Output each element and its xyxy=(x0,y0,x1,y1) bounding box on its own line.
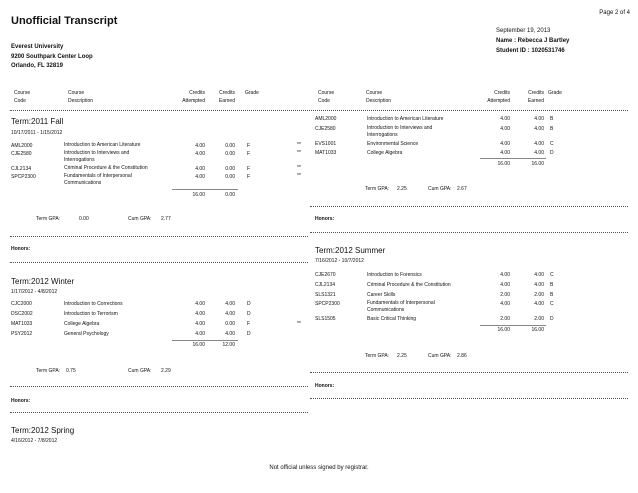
honors-label: Honors: xyxy=(315,383,335,389)
col-attempted-1: Credits xyxy=(494,90,510,96)
credits-earned: 4.00 xyxy=(534,126,544,132)
repeat-flag: ** xyxy=(297,165,301,171)
course-code: CJC2000 xyxy=(11,301,32,307)
col-grade: Grade xyxy=(245,90,259,96)
credits-earned: 0.00 xyxy=(225,143,235,149)
total-earned: 16.00 xyxy=(531,161,544,167)
cum-gpa-value: 2.86 xyxy=(457,353,467,359)
section-divider xyxy=(310,232,628,233)
term-title: Term:2012 Spring xyxy=(11,426,75,435)
credits-attempted: 4.00 xyxy=(500,272,510,278)
totals-rule xyxy=(172,189,238,190)
term-gpa-value: 2.25 xyxy=(397,353,407,359)
section-divider xyxy=(10,386,308,387)
credits-attempted: 4.00 xyxy=(195,311,205,317)
credits-attempted: 4.00 xyxy=(500,282,510,288)
section-divider xyxy=(10,412,308,413)
grade: B xyxy=(550,292,554,298)
term-gpa-value: 0.00 xyxy=(79,216,89,222)
credits-earned: 0.00 xyxy=(225,166,235,172)
credits-attempted: 4.00 xyxy=(500,126,510,132)
term-gpa-label: Term GPA: xyxy=(365,186,390,192)
grade: D xyxy=(550,316,554,322)
col-course-desc-1: Course xyxy=(68,90,85,96)
section-divider xyxy=(310,372,628,373)
course-description: Introduction to Interviews and Interrogations xyxy=(367,125,433,138)
header-divider xyxy=(10,110,628,111)
total-earned: 0.00 xyxy=(225,192,235,198)
col-course-code-2: Code xyxy=(14,98,26,104)
course-code: CJE2580 xyxy=(11,151,32,157)
grade: D xyxy=(550,150,554,156)
credits-earned: 4.00 xyxy=(534,301,544,307)
total-earned: 16.00 xyxy=(531,327,544,333)
grade: B xyxy=(550,282,554,288)
student-id: Student ID : 1020531746 xyxy=(496,48,565,54)
col-earned-2: Earned xyxy=(527,98,544,104)
course-description: Introduction to American Literature xyxy=(367,116,444,122)
course-description: Basic Critical Thinking xyxy=(367,316,417,322)
course-description: General Psychology xyxy=(64,331,109,337)
course-code: MAT1033 xyxy=(315,150,337,156)
credits-earned: 4.00 xyxy=(225,311,235,317)
school-name: Everest University xyxy=(11,44,64,50)
credits-attempted: 4.00 xyxy=(195,166,205,172)
course-code: SLS1505 xyxy=(315,316,336,322)
course-code: MAT1033 xyxy=(11,321,33,327)
total-attempted: 16.00 xyxy=(192,192,205,198)
col-course-desc-2: Description xyxy=(366,98,392,104)
term-gpa-value: 2.25 xyxy=(397,186,407,192)
student-name: Name : Rebecca J Bartley xyxy=(496,38,570,44)
col-earned-1: Credits xyxy=(219,90,235,96)
repeat-flag: ** xyxy=(297,150,301,156)
totals-rule xyxy=(480,325,546,326)
section-divider xyxy=(310,398,628,399)
course-description: Introduction to Terrorism xyxy=(64,311,118,317)
course-code: SPCP2300 xyxy=(315,301,340,307)
credits-earned: 4.00 xyxy=(534,282,544,288)
grade: F xyxy=(247,151,251,157)
course-code: PSY2012 xyxy=(11,331,33,337)
grade: C xyxy=(550,141,554,147)
grade: C xyxy=(550,272,554,278)
credits-attempted: 4.00 xyxy=(500,116,510,122)
course-code: AML2000 xyxy=(11,143,33,149)
grade: F xyxy=(247,174,251,180)
course-description: Fundamentals of Interpersonal Communications xyxy=(367,300,435,313)
cum-gpa-label: Cum GPA: xyxy=(428,186,452,192)
course-description: Introduction to Interviews and Interrogations xyxy=(64,150,130,163)
col-attempted-2: Attempted xyxy=(487,98,510,104)
repeat-flag: ** xyxy=(297,142,301,148)
grade: F xyxy=(247,143,251,149)
course-description: Career Skills xyxy=(367,292,396,298)
school-address-line1: 9200 Southpark Center Loop xyxy=(11,54,93,60)
section-divider xyxy=(10,236,308,237)
course-code: DSC2002 xyxy=(11,311,33,317)
course-description: Criminal Procedure & the Constitution xyxy=(64,165,148,171)
col-course-desc-1: Course xyxy=(366,90,383,96)
col-course-code-1: Course xyxy=(14,90,31,96)
term-dates: 1/17/2012 - 4/8/2012 xyxy=(11,289,58,295)
course-description: College Algebra xyxy=(64,321,100,327)
course-code: CJL2134 xyxy=(315,282,336,288)
col-attempted-2: Attempted xyxy=(182,98,205,104)
total-attempted: 16.00 xyxy=(497,327,510,333)
credits-attempted: 4.00 xyxy=(500,150,510,156)
credits-attempted: 2.00 xyxy=(500,316,510,322)
grade: C xyxy=(550,301,554,307)
credits-attempted: 4.00 xyxy=(195,331,205,337)
term-gpa-label: Term GPA: xyxy=(365,353,390,359)
document-title: Unofficial Transcript xyxy=(11,15,118,27)
grade: F xyxy=(247,166,251,172)
course-description: College Algebra xyxy=(367,150,403,156)
page-number: Page 2 of 4 xyxy=(599,10,630,16)
course-code: CJE2670 xyxy=(315,272,336,278)
course-description: Introduction to Forensics xyxy=(367,272,422,278)
credits-earned: 4.00 xyxy=(534,141,544,147)
credits-earned: 4.00 xyxy=(225,301,235,307)
course-description: Environmental Science xyxy=(367,141,419,147)
cum-gpa-label: Cum GPA: xyxy=(128,368,152,374)
course-code: CJE2580 xyxy=(315,126,336,132)
credits-earned: 0.00 xyxy=(225,151,235,157)
total-attempted: 16.00 xyxy=(497,161,510,167)
term-dates: 4/16/2012 - 7/8/2012 xyxy=(11,438,58,444)
repeat-flag: ** xyxy=(297,173,301,179)
course-code: EVS1001 xyxy=(315,141,337,147)
cum-gpa-label: Cum GPA: xyxy=(428,353,452,359)
totals-rule xyxy=(480,158,546,159)
term-gpa-value: 0.75 xyxy=(66,368,76,374)
credits-earned: 4.00 xyxy=(534,116,544,122)
cum-gpa-value: 2.67 xyxy=(457,186,467,192)
honors-label: Honors: xyxy=(11,398,31,404)
term-dates: 10/17/2011 - 1/15/2012 xyxy=(11,130,63,136)
credits-attempted: 4.00 xyxy=(195,151,205,157)
credits-attempted: 4.00 xyxy=(195,301,205,307)
credits-earned: 0.00 xyxy=(225,321,235,327)
term-gpa-label: Term GPA: xyxy=(36,216,61,222)
grade: D xyxy=(247,301,251,307)
credits-earned: 4.00 xyxy=(534,150,544,156)
section-divider xyxy=(310,206,628,207)
credits-attempted: 4.00 xyxy=(500,301,510,307)
school-address-line2: Orlando, FL 32819 xyxy=(11,63,63,69)
credits-earned: 2.00 xyxy=(534,316,544,322)
honors-label: Honors: xyxy=(11,246,31,252)
grade: D xyxy=(247,331,251,337)
totals-rule xyxy=(172,340,238,341)
credits-attempted: 4.00 xyxy=(195,174,205,180)
credits-attempted: 4.00 xyxy=(195,321,205,327)
cum-gpa-value: 2.29 xyxy=(161,368,171,374)
grade: B xyxy=(550,126,554,132)
credits-attempted: 4.00 xyxy=(500,141,510,147)
section-divider xyxy=(10,262,308,263)
credits-earned: 0.00 xyxy=(225,174,235,180)
credits-earned: 2.00 xyxy=(534,292,544,298)
col-course-desc-2: Description xyxy=(68,98,94,104)
total-attempted: 16.00 xyxy=(192,342,205,348)
credits-attempted: 4.00 xyxy=(195,143,205,149)
grade: D xyxy=(247,311,251,317)
term-dates: 7/16/2012 - 10/7/2012 xyxy=(315,258,364,264)
total-earned: 12.00 xyxy=(222,342,235,348)
report-date: September 19, 2013 xyxy=(496,28,551,34)
cum-gpa-value: 2.77 xyxy=(161,216,171,222)
course-code: CJL2134 xyxy=(11,166,32,172)
course-description: Criminal Procedure & the Constitution xyxy=(367,282,451,288)
course-description: Introduction to American Literature xyxy=(64,142,141,148)
term-title: Term:2011 Fall xyxy=(11,117,64,126)
repeat-flag: ** xyxy=(297,321,301,327)
credits-earned: 4.00 xyxy=(225,331,235,337)
col-attempted-1: Credits xyxy=(189,90,205,96)
cum-gpa-label: Cum GPA: xyxy=(128,216,152,222)
term-title: Term:2012 Winter xyxy=(11,277,75,286)
term-gpa-label: Term GPA: xyxy=(36,368,61,374)
credits-earned: 4.00 xyxy=(534,272,544,278)
grade: B xyxy=(550,116,554,122)
course-description: Introduction to Corrections xyxy=(64,301,123,307)
col-course-code-2: Code xyxy=(318,98,330,104)
course-description: Fundamentals of Interpersonal Communications xyxy=(64,173,132,186)
course-code: SLS1321 xyxy=(315,292,336,298)
grade: F xyxy=(247,321,251,327)
course-code: AML2000 xyxy=(315,116,337,122)
col-earned-1: Credits xyxy=(528,90,544,96)
term-title: Term:2012 Summer xyxy=(315,246,386,255)
col-grade: Grade xyxy=(548,90,562,96)
col-earned-2: Earned xyxy=(218,98,235,104)
credits-attempted: 2.00 xyxy=(500,292,510,298)
course-code: SPCP2300 xyxy=(11,174,36,180)
footer-note: Not official unless signed by registrar. xyxy=(269,465,369,471)
honors-label: Honors: xyxy=(315,216,335,222)
col-course-code-1: Course xyxy=(318,90,335,96)
